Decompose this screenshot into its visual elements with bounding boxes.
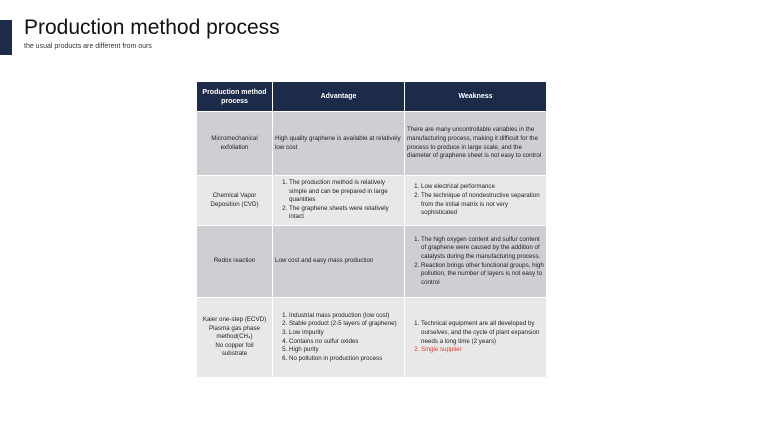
list-item: 2. Reaction brings other functional groups, high pollution, the number of layers is not easy to control bbox=[421, 262, 544, 288]
list-item: 3. Low impurity bbox=[289, 329, 402, 338]
list-item: 1. Technical equipment are all developed by ourselves, and the cycle of plant expansion needs a long time (2 years) bbox=[421, 320, 544, 346]
table-row bbox=[197, 176, 547, 226]
weakness-cell bbox=[405, 226, 547, 298]
method-line: No copper foil bbox=[215, 341, 254, 349]
table-row bbox=[197, 112, 547, 176]
weakness-cell bbox=[405, 298, 547, 378]
advantage-cell bbox=[273, 176, 405, 226]
list-item: 6. No pollution in production process bbox=[289, 355, 402, 364]
table-row bbox=[197, 298, 547, 378]
method-cell: Redox reaction bbox=[197, 226, 273, 298]
list-item: 4. Contains no sulfur oxides bbox=[289, 338, 402, 347]
method-cell: Micromechanical exfoliation bbox=[197, 112, 273, 176]
weakness-list bbox=[407, 320, 544, 354]
weakness-list bbox=[407, 236, 544, 288]
list-item: 1. Low electrical performance bbox=[421, 183, 544, 192]
table-header-row bbox=[197, 82, 547, 112]
list-item: 1. Industrial mass production (low cost) bbox=[289, 312, 402, 321]
advantage-list bbox=[275, 179, 402, 222]
list-item: 1. The high oxygen content and sulfur content of graphene were caused by the addition of catalysts during the manufacturing process. bbox=[421, 236, 544, 262]
production-method-table bbox=[196, 81, 547, 378]
advantage-cell bbox=[273, 298, 405, 378]
method-line: Kaier one-step (ECVD) bbox=[202, 316, 267, 324]
method-line: Plasma gas phase bbox=[209, 324, 260, 332]
list-item: 1. The production method is relatively simple and can be prepared in large quantities bbox=[289, 179, 402, 205]
method-cell bbox=[197, 298, 273, 378]
advantage-cell: High quality graphene is available at relatively low cost bbox=[273, 112, 405, 176]
method-line: method(CH₄) bbox=[216, 333, 253, 341]
column-header-weakness: Weakness bbox=[405, 82, 547, 112]
slide-title: Production method process bbox=[24, 16, 280, 39]
advantage-cell: Low cost and easy mass production bbox=[273, 226, 405, 298]
weakness-cell bbox=[405, 176, 547, 226]
title-accent-bar bbox=[0, 20, 12, 55]
list-item: 2. The technique of nondestructive separation from the initial matrix is not very sophisticated bbox=[421, 192, 544, 218]
list-item: 2. The graphene sheets were relatively intact bbox=[289, 205, 402, 222]
weakness-cell: There are many uncontrollable variables in the manufacturing process, making it difficult for the process to produce in large scale, and the diameter of graphene sheet is not easy to control bbox=[405, 112, 547, 176]
method-cell: Chemical Vapor Deposition (CVD) bbox=[197, 176, 273, 226]
advantage-list bbox=[275, 312, 402, 364]
weakness-list bbox=[407, 183, 544, 217]
list-item: 5. High purity bbox=[289, 346, 402, 355]
column-header-method: Production method process bbox=[197, 82, 273, 112]
column-header-advantage: Advantage bbox=[273, 82, 405, 112]
slide-subtitle: the usual products are different from ours bbox=[24, 43, 152, 50]
method-line: substrate bbox=[221, 350, 248, 358]
list-item: 2. Stable product (2-5 layers of graphene) bbox=[289, 320, 402, 329]
table-row bbox=[197, 226, 547, 298]
list-item-highlight: 2. Single supplier bbox=[421, 346, 544, 355]
